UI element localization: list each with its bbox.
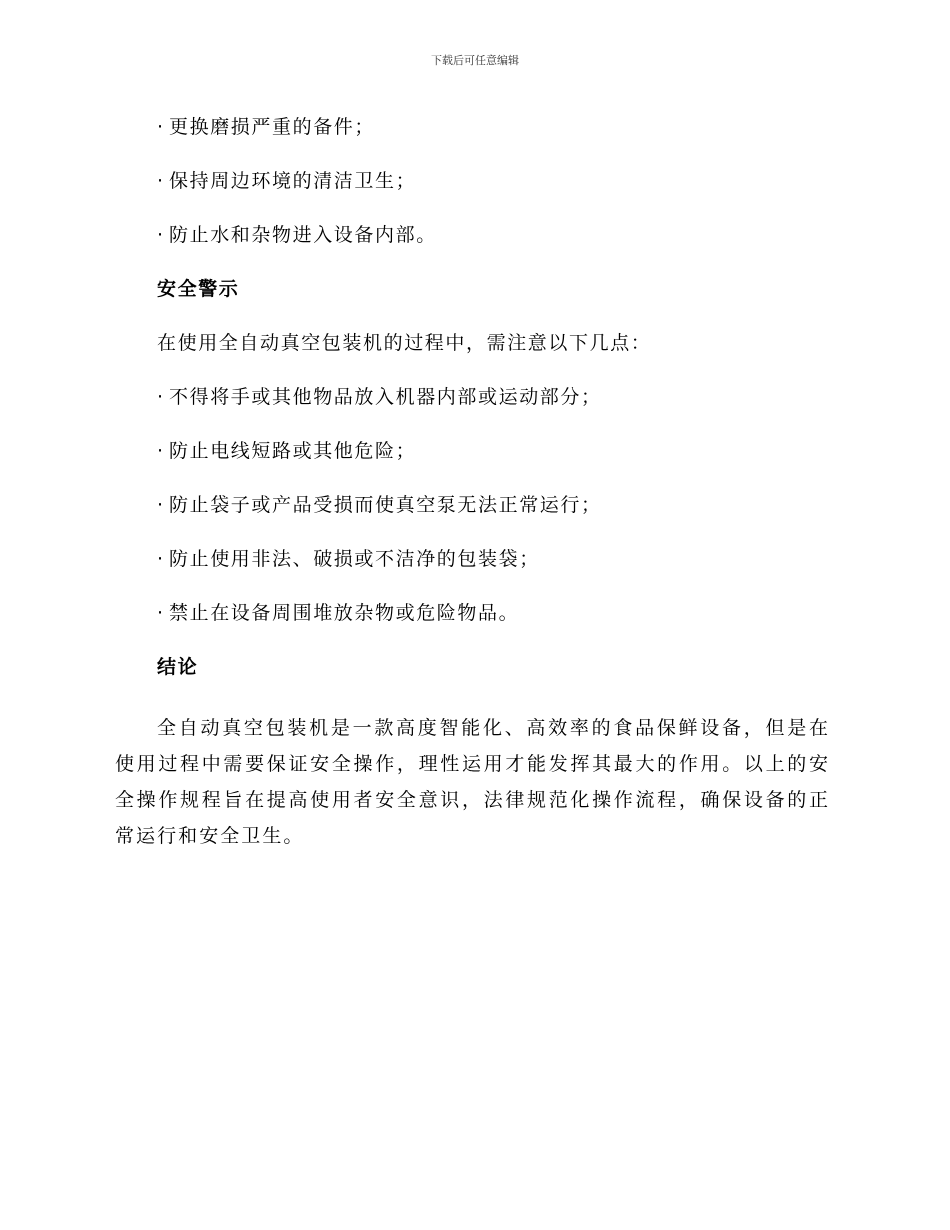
page-header: 下载后可任意编辑 xyxy=(431,54,519,67)
list-item xyxy=(115,542,830,596)
conclusion-paragraph: 全自动真空包装机是一款高度智能化、高效率的食品保鲜设备，但是在使用过程中需要保证安全操作，理性运用才能发挥其最大的作用。以上的安全操作规程旨在提高使用者安全意识，法律规范化操作流程，确保设备的正常运行和安全卫生。 xyxy=(115,717,830,847)
bullet-icon: · xyxy=(157,170,165,192)
list-item xyxy=(115,164,830,218)
list-item xyxy=(115,218,830,272)
list-item xyxy=(115,488,830,542)
section-heading-safety: 安全警示 xyxy=(157,278,240,300)
list-item-text: 防止电线短路或其他危险； xyxy=(169,440,417,462)
list-item-text: 保持周边环境的清洁卫生； xyxy=(169,170,417,192)
bullet-icon: · xyxy=(157,602,165,624)
list-item-text: 防止使用非法、破损或不洁净的包装袋； xyxy=(169,548,540,570)
list-item xyxy=(115,434,830,488)
document-body xyxy=(115,110,830,854)
list-item-text: 不得将手或其他物品放入机器内部或运动部分； xyxy=(169,386,602,408)
safety-intro: 在使用全自动真空包装机的过程中，需注意以下几点： xyxy=(157,332,652,354)
list-item-text: 禁止在设备周围堆放杂物或危险物品。 xyxy=(169,602,520,624)
bullet-icon: · xyxy=(157,548,165,570)
bullet-icon: · xyxy=(157,494,165,516)
section-heading-conclusion: 结论 xyxy=(157,656,199,678)
bullet-icon: · xyxy=(157,386,165,408)
list-item xyxy=(115,596,830,650)
list-item xyxy=(115,380,830,434)
bullet-icon: · xyxy=(157,440,165,462)
list-item-text: 防止袋子或产品受损而使真空泵无法正常运行； xyxy=(169,494,602,516)
bullet-icon: · xyxy=(157,224,165,246)
list-item-text: 防止水和杂物进入设备内部。 xyxy=(169,224,437,246)
list-item xyxy=(115,110,830,164)
bullet-icon: · xyxy=(157,116,165,138)
list-item-text: 更换磨损严重的备件； xyxy=(169,116,376,138)
